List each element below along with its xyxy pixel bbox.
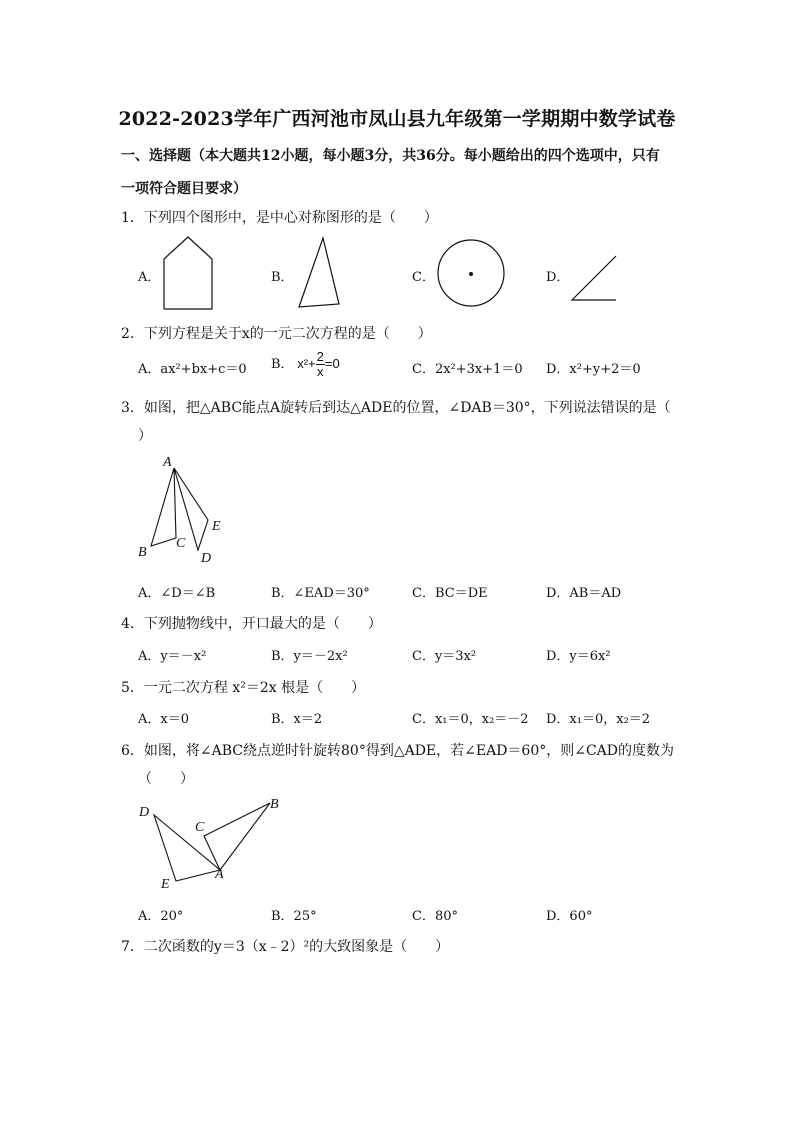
q3-label-d: D	[201, 551, 212, 566]
q6-stem-line1: 6．如图，将∠ABC绕点逆时针旋转80°得到△ADE，若∠EAD＝60°，则∠CAD的度数为	[121, 743, 675, 759]
q6-option-a: A．20°	[138, 909, 184, 924]
q6-option-d: D．60°	[546, 909, 593, 924]
q6-label-e: E	[161, 877, 170, 892]
q4-option-a: A．y＝－x²	[138, 649, 207, 664]
q5-option-a: A．x＝0	[138, 712, 189, 727]
q2-fraction-denominator: x	[316, 364, 324, 379]
q2-option-a: A．ax²+bx+c＝0	[138, 362, 247, 377]
q6-option-b: B．25°	[271, 909, 317, 924]
q2-option-b-x2: x²	[297, 355, 309, 371]
q3-label-b: B	[138, 545, 147, 560]
q3-option-a: A．∠D＝∠B	[138, 586, 216, 601]
section-header-line2: 一项符合题目要求）	[121, 181, 247, 197]
q5-stem: 5．一元二次方程 x²＝2x 根是（ ）	[121, 680, 366, 696]
section-header-line1: 一、选择题（本大题共12小题，每小题3分，共36分。每小题给出的四个选项中，只有	[121, 148, 660, 164]
pentagon-shape-icon	[160, 233, 220, 313]
q3-label-a: A	[163, 455, 172, 470]
q3-stem-line2: ）	[138, 428, 152, 444]
angle-shape-icon	[568, 254, 620, 304]
q2-stem: 2．下列方程是关于x的一元二次方程的是（ ）	[121, 326, 432, 342]
exam-title: 2022-2023学年广西河池市凤山县九年级第一学期期中数学试卷	[118, 108, 676, 130]
q3-option-b: B．∠EAD＝30°	[271, 586, 370, 601]
q3-option-c: C．BC＝DE	[412, 586, 488, 601]
q6-label-a: A	[215, 867, 224, 882]
q1-option-d-label: D．	[546, 270, 570, 285]
q2-option-c: C．2x²+3x+1＝0	[412, 362, 523, 377]
q4-option-b: B．y＝－2x²	[271, 649, 348, 664]
q6-label-d: D	[139, 805, 150, 820]
q6-stem-line2: （ ）	[138, 771, 194, 787]
q5-option-b: B．x＝2	[271, 712, 323, 727]
q3-option-d: D．AB＝AD	[546, 586, 622, 601]
q1-option-c-label: C．	[412, 270, 435, 285]
q6-label-c: C	[195, 820, 205, 835]
q1-stem: 1．下列四个图形中，是中心对称图形的是（ ）	[121, 210, 438, 226]
q6-option-c: C．80°	[412, 909, 458, 924]
circle-shape-icon	[436, 238, 508, 310]
q3-stem-line1: 3．如图，把△ABC能点A旋转后到达△ADE的位置，∠DAB＝30°，下列说法错误的是（	[121, 400, 671, 416]
q2-option-b	[271, 350, 340, 379]
q4-option-c: C．y＝3x²	[412, 649, 477, 664]
q2-option-b-label: B．	[271, 356, 294, 372]
q1-option-a-label: A．	[138, 270, 161, 285]
q4-stem: 4．下列抛物线中，开口最大的是（ ）	[121, 616, 382, 632]
q6-label-b: B	[270, 797, 279, 812]
triangle-shape-icon	[295, 236, 345, 311]
q2-option-b-eq: =0	[324, 355, 340, 371]
q4-option-d: D．y＝6x²	[546, 649, 611, 664]
q3-label-e: E	[212, 519, 221, 534]
q2-option-b-fraction	[316, 350, 325, 379]
q5-option-d: D．x₁＝0，x₂＝2	[546, 712, 651, 727]
q2-fraction-numerator: 2	[316, 349, 324, 364]
q2-option-d: D．x²+y+2＝0	[546, 362, 641, 377]
q5-option-c: C．x₁＝0，x₂＝－2	[412, 712, 529, 727]
q7-stem: 7．二次函数的y＝3（x﹣2）²的大致图象是（ ）	[121, 939, 450, 955]
q1-option-b-label: B．	[271, 270, 294, 285]
q2-option-b-plus: +	[308, 355, 316, 371]
q3-label-c: C	[176, 536, 186, 551]
